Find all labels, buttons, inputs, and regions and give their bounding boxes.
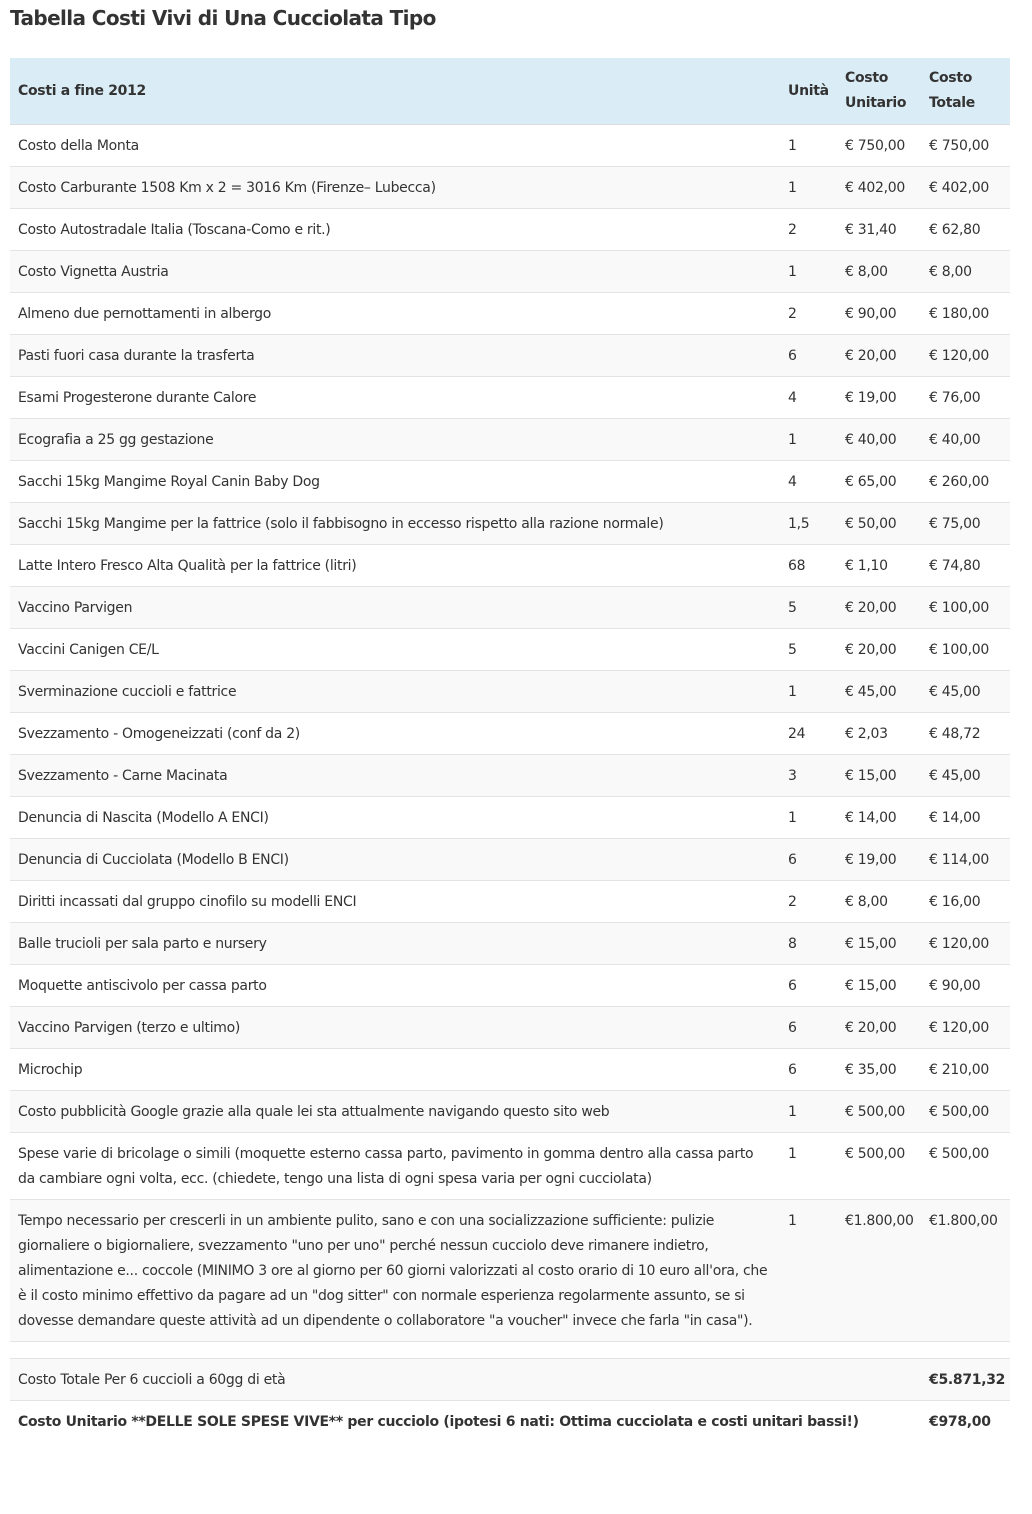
cell-total-cost: € 402,00 bbox=[921, 167, 1010, 209]
cell-units: 6 bbox=[780, 965, 837, 1007]
cell-unit-cost: € 14,00 bbox=[837, 797, 921, 839]
cell-description: Vaccino Parvigen (terzo e ultimo) bbox=[10, 1007, 780, 1049]
table-row bbox=[10, 209, 1010, 251]
cell-total-cost: € 100,00 bbox=[921, 587, 1010, 629]
page-title: Tabella Costi Vivi di Una Cucciolata Tipo bbox=[10, 6, 436, 30]
cell-total-cost: € 750,00 bbox=[921, 125, 1010, 167]
cell-unit-cost: € 500,00 bbox=[837, 1091, 921, 1133]
cell-units: 5 bbox=[780, 587, 837, 629]
table-row bbox=[10, 1133, 1010, 1200]
cell-unit-cost: € 20,00 bbox=[837, 587, 921, 629]
cell-total-cost: € 100,00 bbox=[921, 629, 1010, 671]
table-row bbox=[10, 1200, 1010, 1342]
cell-units: 1 bbox=[780, 167, 837, 209]
cell-description: Svezzamento - Carne Macinata bbox=[10, 755, 780, 797]
cell-unit-cost: € 20,00 bbox=[837, 335, 921, 377]
unit-cost-value: €978,00 bbox=[921, 1401, 1010, 1443]
cell-description: Sverminazione cuccioli e fattrice bbox=[10, 671, 780, 713]
table-row bbox=[10, 251, 1010, 293]
cell-total-cost: € 62,80 bbox=[921, 209, 1010, 251]
cell-description: Sacchi 15kg Mangime Royal Canin Baby Dog bbox=[10, 461, 780, 503]
header-unit-cost: Costo Unitario bbox=[837, 58, 921, 125]
cell-units: 6 bbox=[780, 839, 837, 881]
cell-total-cost: € 48,72 bbox=[921, 713, 1010, 755]
total-row bbox=[10, 1359, 1010, 1401]
cell-total-cost: € 120,00 bbox=[921, 335, 1010, 377]
cell-total-cost: € 90,00 bbox=[921, 965, 1010, 1007]
cell-units: 1 bbox=[780, 1200, 837, 1342]
cell-units: 3 bbox=[780, 755, 837, 797]
cell-description: Svezzamento - Omogeneizzati (conf da 2) bbox=[10, 713, 780, 755]
unit-cost-row bbox=[10, 1401, 1010, 1443]
cell-total-cost: € 76,00 bbox=[921, 377, 1010, 419]
table-row bbox=[10, 125, 1010, 167]
cell-unit-cost: € 19,00 bbox=[837, 839, 921, 881]
cell-description: Microchip bbox=[10, 1049, 780, 1091]
cell-units: 1 bbox=[780, 671, 837, 713]
cell-description: Pasti fuori casa durante la trasferta bbox=[10, 335, 780, 377]
costs-table bbox=[10, 58, 1010, 1442]
cell-units: 6 bbox=[780, 1007, 837, 1049]
cell-description: Vaccini Canigen CE/L bbox=[10, 629, 780, 671]
table-row bbox=[10, 629, 1010, 671]
table-row bbox=[10, 461, 1010, 503]
cell-unit-cost: € 15,00 bbox=[837, 923, 921, 965]
summary-section bbox=[10, 1342, 1010, 1443]
cell-unit-cost: € 8,00 bbox=[837, 881, 921, 923]
cell-description: Denuncia di Cucciolata (Modello B ENCI) bbox=[10, 839, 780, 881]
table-row bbox=[10, 377, 1010, 419]
cell-description: Spese varie di bricolage o simili (moquette esterno cassa parto, pavimento in gomma dentro alla cassa parto da cambiare ogni volta, ecc. (chiedete, tengo una lista di ogni spesa varia per ogni cucciolata) bbox=[10, 1133, 780, 1200]
cell-units: 2 bbox=[780, 881, 837, 923]
cell-unit-cost: € 50,00 bbox=[837, 503, 921, 545]
cell-unit-cost: € 8,00 bbox=[837, 251, 921, 293]
table-row bbox=[10, 419, 1010, 461]
table-row bbox=[10, 965, 1010, 1007]
cell-description: Costo Carburante 1508 Km x 2 = 3016 Km (Firenze– Lubecca) bbox=[10, 167, 780, 209]
cell-description: Almeno due pernottamenti in albergo bbox=[10, 293, 780, 335]
cell-unit-cost: € 31,40 bbox=[837, 209, 921, 251]
cell-unit-cost: € 19,00 bbox=[837, 377, 921, 419]
cell-total-cost: € 120,00 bbox=[921, 1007, 1010, 1049]
cell-description: Balle trucioli per sala parto e nursery bbox=[10, 923, 780, 965]
cell-unit-cost: € 500,00 bbox=[837, 1133, 921, 1200]
cell-units: 4 bbox=[780, 377, 837, 419]
cell-units: 1 bbox=[780, 125, 837, 167]
cell-total-cost: € 500,00 bbox=[921, 1091, 1010, 1133]
cell-total-cost: € 40,00 bbox=[921, 419, 1010, 461]
table-row bbox=[10, 545, 1010, 587]
spacer-cell bbox=[10, 1342, 1010, 1359]
cell-units: 6 bbox=[780, 335, 837, 377]
table-row bbox=[10, 839, 1010, 881]
cell-total-cost: € 120,00 bbox=[921, 923, 1010, 965]
cell-unit-cost: €1.800,00 bbox=[837, 1200, 921, 1342]
table-header bbox=[10, 58, 1010, 125]
cell-total-cost: € 8,00 bbox=[921, 251, 1010, 293]
cell-units: 1 bbox=[780, 251, 837, 293]
cell-total-cost: € 74,80 bbox=[921, 545, 1010, 587]
cell-description: Tempo necessario per crescerli in un ambiente pulito, sano e con una socializzazione sufficiente: pulizie giornaliere o bigiornaliere, svezzamento "uno per uno" perché nessun cucciolo deve rimanere indietro, alimentazione e... coccole (MINIMO 3 ore al giorno per 60 giorni valorizzati al costo orario di 10 euro all'ora, che è il costo minimo effettivo da pagare ad un "dog sitter" con normale esperienza regolarmente assunto, se si dovesse demandare queste attività ad un dipendente o collaboratore "a voucher" invece che farla "in casa"). bbox=[10, 1200, 780, 1342]
table-body bbox=[10, 125, 1010, 1342]
cell-units: 2 bbox=[780, 293, 837, 335]
cell-unit-cost: € 750,00 bbox=[837, 125, 921, 167]
table-row bbox=[10, 1007, 1010, 1049]
cell-units: 1 bbox=[780, 419, 837, 461]
header-total-cost: Costo Totale bbox=[921, 58, 1010, 125]
cell-description: Vaccino Parvigen bbox=[10, 587, 780, 629]
cell-total-cost: € 500,00 bbox=[921, 1133, 1010, 1200]
cell-unit-cost: € 15,00 bbox=[837, 965, 921, 1007]
cell-units: 1,5 bbox=[780, 503, 837, 545]
unit-cost-label: Costo Unitario **DELLE SOLE SPESE VIVE** per cucciolo (ipotesi 6 nati: Ottima cucciolata e costi unitari bassi!) bbox=[10, 1401, 921, 1443]
header-units: Unità bbox=[780, 58, 837, 125]
cell-total-cost: € 45,00 bbox=[921, 755, 1010, 797]
cell-units: 68 bbox=[780, 545, 837, 587]
cell-description: Esami Progesterone durante Calore bbox=[10, 377, 780, 419]
table-row bbox=[10, 1091, 1010, 1133]
total-value: €5.871,32 bbox=[921, 1359, 1010, 1401]
cell-description: Denuncia di Nascita (Modello A ENCI) bbox=[10, 797, 780, 839]
cell-unit-cost: € 15,00 bbox=[837, 755, 921, 797]
cell-description: Costo della Monta bbox=[10, 125, 780, 167]
table-row bbox=[10, 293, 1010, 335]
cell-units: 5 bbox=[780, 629, 837, 671]
cell-unit-cost: € 65,00 bbox=[837, 461, 921, 503]
cell-units: 1 bbox=[780, 1091, 837, 1133]
cell-description: Costo pubblicità Google grazie alla quale lei sta attualmente navigando questo sito web bbox=[10, 1091, 780, 1133]
cell-unit-cost: € 2,03 bbox=[837, 713, 921, 755]
table-row bbox=[10, 671, 1010, 713]
cell-total-cost: € 75,00 bbox=[921, 503, 1010, 545]
cell-total-cost: € 14,00 bbox=[921, 797, 1010, 839]
table-row bbox=[10, 713, 1010, 755]
cell-units: 4 bbox=[780, 461, 837, 503]
total-label: Costo Totale Per 6 cuccioli a 60gg di età bbox=[10, 1359, 921, 1401]
table-row bbox=[10, 1049, 1010, 1091]
cell-total-cost: € 16,00 bbox=[921, 881, 1010, 923]
table-row bbox=[10, 167, 1010, 209]
cell-description: Costo Vignetta Austria bbox=[10, 251, 780, 293]
table-row bbox=[10, 503, 1010, 545]
cell-units: 1 bbox=[780, 1133, 837, 1200]
cell-description: Costo Autostradale Italia (Toscana-Como e rit.) bbox=[10, 209, 780, 251]
cell-description: Latte Intero Fresco Alta Qualità per la fattrice (litri) bbox=[10, 545, 780, 587]
cell-unit-cost: € 20,00 bbox=[837, 1007, 921, 1049]
header-row bbox=[10, 58, 1010, 125]
cell-unit-cost: € 45,00 bbox=[837, 671, 921, 713]
cell-description: Diritti incassati dal gruppo cinofilo su modelli ENCI bbox=[10, 881, 780, 923]
cell-unit-cost: € 40,00 bbox=[837, 419, 921, 461]
cell-description: Moquette antiscivolo per cassa parto bbox=[10, 965, 780, 1007]
table-row bbox=[10, 797, 1010, 839]
table-row bbox=[10, 881, 1010, 923]
cell-unit-cost: € 35,00 bbox=[837, 1049, 921, 1091]
cell-unit-cost: € 402,00 bbox=[837, 167, 921, 209]
cell-total-cost: € 114,00 bbox=[921, 839, 1010, 881]
table-row bbox=[10, 335, 1010, 377]
cell-unit-cost: € 20,00 bbox=[837, 629, 921, 671]
cell-total-cost: € 45,00 bbox=[921, 671, 1010, 713]
table-row bbox=[10, 755, 1010, 797]
cell-description: Sacchi 15kg Mangime per la fattrice (solo il fabbisogno in eccesso rispetto alla razione normale) bbox=[10, 503, 780, 545]
cell-total-cost: € 210,00 bbox=[921, 1049, 1010, 1091]
cell-units: 6 bbox=[780, 1049, 837, 1091]
table-row bbox=[10, 587, 1010, 629]
cell-units: 1 bbox=[780, 797, 837, 839]
header-description: Costi a fine 2012 bbox=[10, 58, 780, 125]
cell-total-cost: € 180,00 bbox=[921, 293, 1010, 335]
cell-units: 24 bbox=[780, 713, 837, 755]
cell-total-cost: € 260,00 bbox=[921, 461, 1010, 503]
cell-units: 8 bbox=[780, 923, 837, 965]
cell-unit-cost: € 1,10 bbox=[837, 545, 921, 587]
cell-units: 2 bbox=[780, 209, 837, 251]
cell-description: Ecografia a 25 gg gestazione bbox=[10, 419, 780, 461]
table-row bbox=[10, 923, 1010, 965]
cell-unit-cost: € 90,00 bbox=[837, 293, 921, 335]
spacer-row bbox=[10, 1342, 1010, 1359]
cell-total-cost: €1.800,00 bbox=[921, 1200, 1010, 1342]
